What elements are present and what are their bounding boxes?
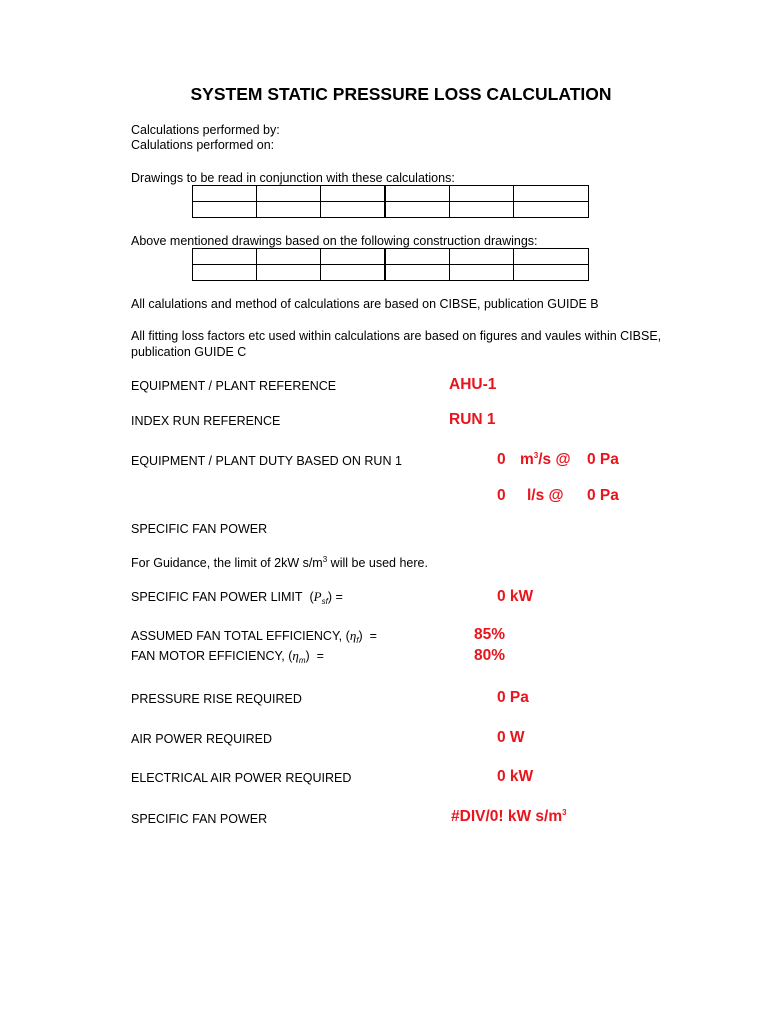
index-run-label: INDEX RUN REFERENCE: [131, 414, 281, 428]
table-cell[interactable]: [257, 249, 321, 265]
duty-label: EQUIPMENT / PLANT DUTY BASED ON RUN 1: [131, 454, 402, 468]
sfp-value: #DIV/0! kW $s/m^3$: [451, 807, 567, 825]
index-run-value: RUN 1: [449, 411, 496, 428]
duty-pressure-1: 0 Pa: [587, 451, 619, 468]
air-power-value: 0 W: [497, 729, 525, 746]
equipment-ref-value: AHU-1: [449, 376, 497, 393]
table-cell[interactable]: [193, 186, 257, 202]
pressure-rise-label: PRESSURE RISE REQUIRED: [131, 692, 302, 706]
table-row: [193, 186, 589, 202]
table-cell[interactable]: [321, 265, 386, 281]
duty-pressure-2: 0 Pa: [587, 487, 619, 504]
table-cell[interactable]: [385, 202, 450, 218]
page-title: SYSTEM STATIC PRESSURE LOSS CALCULATION: [190, 84, 612, 104]
pressure-rise-value: 0 Pa: [497, 689, 529, 706]
table-cell[interactable]: [321, 202, 386, 218]
table-cell[interactable]: [450, 265, 514, 281]
table-cell[interactable]: [514, 265, 589, 281]
cibse-guide-c-text-2: publication GUIDE C: [131, 345, 247, 359]
sfp-limit-value: 0 kW: [497, 588, 534, 605]
table-cell[interactable]: [385, 249, 450, 265]
electrical-power-label: ELECTRICAL AIR POWER REQUIRED: [131, 771, 352, 785]
construction-table: [192, 248, 589, 281]
duty-unit-m3s: $m^3/s$ @: [520, 450, 571, 468]
table-cell[interactable]: [193, 249, 257, 265]
table-cell[interactable]: [514, 249, 589, 265]
table-cell[interactable]: [385, 186, 450, 202]
electrical-power-value: 0 kW: [497, 768, 534, 785]
fan-efficiency-value: 85%: [474, 626, 506, 643]
table-cell[interactable]: [450, 249, 514, 265]
calc-by-label: Calculations performed by:: [131, 123, 280, 137]
table-row: [193, 202, 589, 218]
motor-efficiency-value: 80%: [474, 647, 506, 664]
table-row: [193, 249, 589, 265]
equipment-ref-label: EQUIPMENT / PLANT REFERENCE: [131, 379, 337, 393]
table-cell[interactable]: [514, 186, 589, 202]
table-cell[interactable]: [193, 265, 257, 281]
guidance-text: For Guidance, the limit of 2kW $s/m^3$ will be used here.: [131, 554, 428, 570]
duty-flow-m3s: 0: [497, 451, 506, 468]
table-cell[interactable]: [257, 202, 321, 218]
sfp-limit-label: SPECIFIC FAN POWER LIMIT $(P_{sf})$ =: [131, 589, 343, 606]
table-cell[interactable]: [321, 186, 386, 202]
air-power-label: AIR POWER REQUIRED: [131, 732, 272, 746]
motor-efficiency-label: FAN MOTOR EFFICIENCY, $(\eta_m)$ =: [131, 648, 324, 665]
table-cell[interactable]: [257, 265, 321, 281]
sfp-heading: SPECIFIC FAN POWER: [131, 522, 268, 536]
table-cell[interactable]: [450, 186, 514, 202]
table-cell[interactable]: [450, 202, 514, 218]
table-cell[interactable]: [257, 186, 321, 202]
table-cell[interactable]: [385, 265, 450, 281]
drawings-label: Drawings to be read in conjunction with these calculations:: [131, 171, 455, 185]
table-cell[interactable]: [514, 202, 589, 218]
fan-efficiency-label: ASSUMED FAN TOTAL EFFICIENCY, $(\eta_f)$ =: [131, 628, 377, 645]
calc-on-label: Calulations performed on:: [131, 138, 275, 152]
table-row: [193, 265, 589, 281]
table-cell[interactable]: [321, 249, 386, 265]
construction-label: Above mentioned drawings based on the following construction drawings:: [131, 234, 538, 248]
cibse-guide-b-text: All calulations and method of calculations are based on CIBSE, publication GUIDE B: [131, 297, 599, 311]
duty-flow-ls: 0: [497, 487, 506, 504]
cibse-guide-c-text-1: All fitting loss factors etc used within calculations are based on figures and vaules within CIBSE,: [131, 329, 662, 343]
duty-unit-ls: l/s @: [527, 487, 564, 504]
table-cell[interactable]: [193, 202, 257, 218]
sfp-label: SPECIFIC FAN POWER: [131, 812, 268, 826]
drawings-table: [192, 185, 589, 218]
